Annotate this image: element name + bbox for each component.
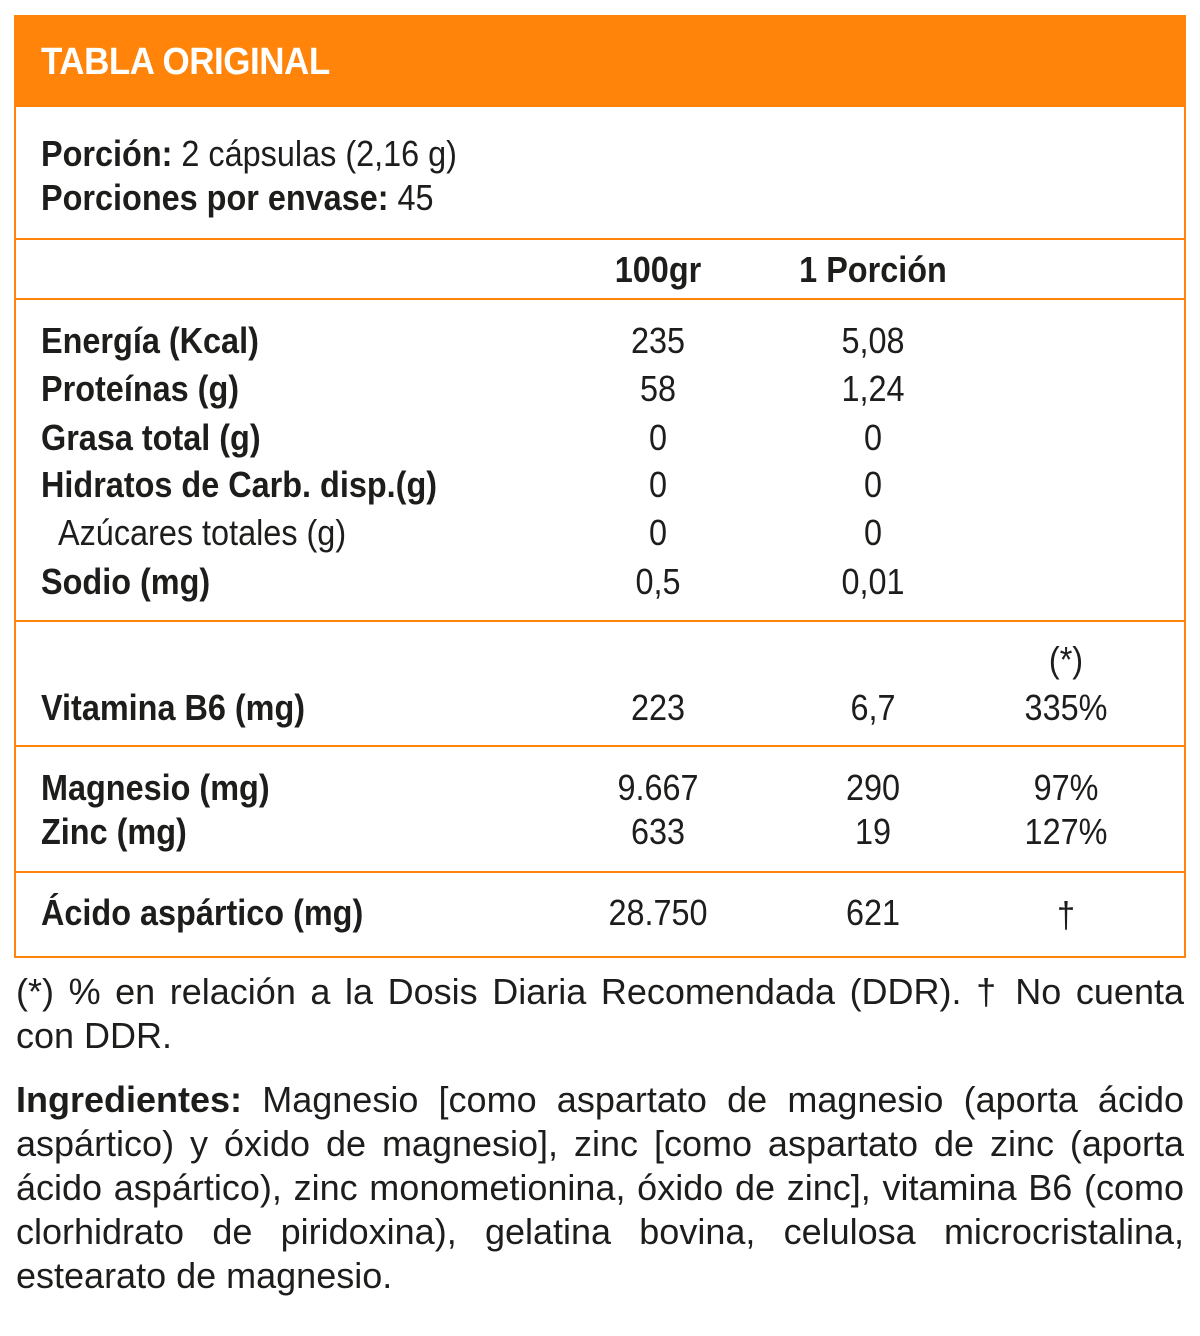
divider <box>14 871 1186 873</box>
nutrient-per-100: 58 <box>639 368 677 409</box>
nutrient-per-portion: 0,01 <box>841 561 905 602</box>
no-ddr-dagger: † <box>1056 894 1076 935</box>
nutrient-per-100: 0 <box>648 417 668 458</box>
amino-per-portion: 621 <box>845 892 901 933</box>
divider <box>14 298 1186 300</box>
vitamin-per-100: 223 <box>630 687 686 728</box>
nutrient-name: Hidratos de Carb. disp.(g) <box>41 464 438 505</box>
table-title: TABLA ORIGINAL <box>41 41 330 83</box>
mineral-per-portion: 290 <box>845 767 901 808</box>
vitamin-ddr: 335% <box>1024 687 1108 728</box>
nutrient-name: Azúcares totales (g) <box>58 512 347 553</box>
servings-per-container <box>41 176 434 220</box>
mineral-per-100: 9.667 <box>617 767 699 808</box>
nutrient-per-portion: 5,08 <box>841 320 905 361</box>
table-header <box>14 15 1186 107</box>
nutrient-per-portion: 1,24 <box>841 368 905 409</box>
nutrient-per-portion: 0 <box>863 417 883 458</box>
mineral-ddr: 127% <box>1024 811 1108 852</box>
servings-per-container-value: 45 <box>388 177 434 218</box>
divider <box>14 620 1186 622</box>
ingredients-text: Magnesio [como aspartato de magnesio (aporta ácido aspártico) y óxido de magnesio], zinc [como aspartato de zinc (aporta ácido aspártico), zinc monometionina, óxido de zinc], vitamina B6 (como clorhidrato de piridoxina), gelatina bovina, celulosa microcristalina, estearato de magnesio. <box>16 1079 1184 1296</box>
serving-size <box>41 132 457 176</box>
serving-size-value: 2 cápsulas (2,16 g) <box>172 133 457 174</box>
amino-name: Ácido aspártico (mg) <box>41 892 364 933</box>
servings-per-container-label: Porciones por envase: <box>41 177 389 218</box>
column-header-portion: 1 Porción <box>799 249 947 290</box>
nutrient-per-portion: 0 <box>863 464 883 505</box>
nutrient-per-portion: 0 <box>863 512 883 553</box>
vitamin-per-portion: 6,7 <box>850 687 896 728</box>
nutrient-per-100: 0,5 <box>635 561 681 602</box>
amino-per-100: 28.750 <box>608 892 708 933</box>
mineral-name: Magnesio (mg) <box>41 767 270 808</box>
mineral-per-portion: 19 <box>854 811 892 852</box>
column-header-100gr: 100gr <box>614 249 702 290</box>
nutrient-per-100: 0 <box>648 464 668 505</box>
mineral-ddr: 97% <box>1033 767 1099 808</box>
divider <box>14 745 1186 747</box>
mineral-name: Zinc (mg) <box>41 811 187 852</box>
ddr-note-marker: (*) <box>1048 639 1084 680</box>
nutrient-name: Grasa total (g) <box>41 417 261 458</box>
ingredients-label: Ingredientes: <box>16 1079 243 1120</box>
vitamin-name: Vitamina B6 (mg) <box>41 687 306 728</box>
ddr-footnote: (*) % en relación a la Dosis Diaria Recomendada (DDR). † No cuenta con DDR. <box>16 971 1184 1056</box>
serving-size-label: Porción: <box>41 133 173 174</box>
nutrient-per-100: 0 <box>648 512 668 553</box>
mineral-per-100: 633 <box>630 811 686 852</box>
nutrient-name: Energía (Kcal) <box>41 320 259 361</box>
nutrient-name: Sodio (mg) <box>41 561 211 602</box>
divider <box>14 238 1186 240</box>
ingredients <box>16 1078 1184 1298</box>
nutrient-name: Proteínas (g) <box>41 368 240 409</box>
nutrient-per-100: 235 <box>630 320 686 361</box>
divider <box>14 956 1186 958</box>
